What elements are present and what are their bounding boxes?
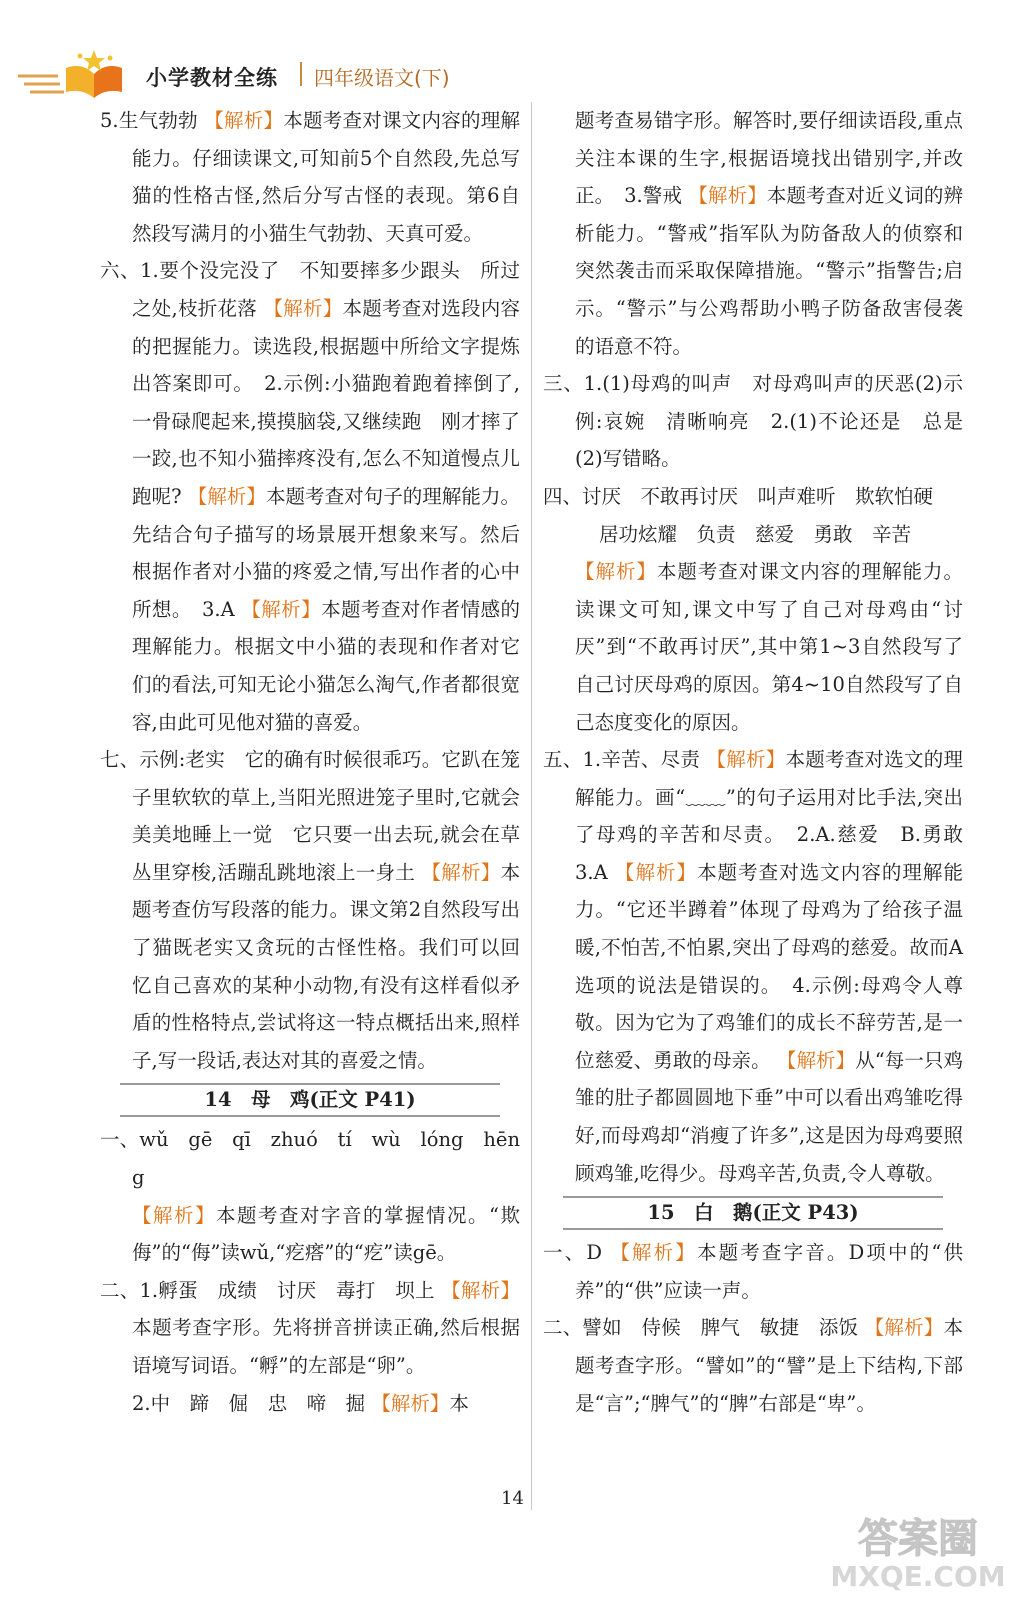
answer-paragraph: 三、1.(1)母鸡的叫声 对母鸡叫声的厌恶(2)示例:哀婉 清晰响亮 2.(1)不论还是 总是 (2)写错略。 (543, 372, 983, 471)
answer-paragraph: 居功炫耀 负责 慈爱 勇敢 辛苦 (599, 522, 912, 546)
answer-paragraph: 四、讨厌 不敢再讨厌 叫声难听 欺软怕硬 (543, 484, 934, 508)
left-column (100, 102, 520, 1422)
answer-paragraph: 【解析】本题考查对课文内容的理解能力。读课文可知,课文中写了自己对母鸡由“讨厌”到“不敢再讨厌”,其中第1~3自然段写了自己讨厌母鸡的原因。第4~10自然段写了自己态度变化的原因。 (575, 560, 963, 734)
answer-paragraph: 五、1.辛苦、尽责 【解析】本题考查对选文的理解能力。画“﹏﹏”的句子运用对比手法,突出了母鸡的辛苦和尽责。 2.A.慈爱 B.勇敢 3.A 【解析】本题考查对选文内容的理解能力。“它还半蹲着”体现了母鸡为了给孩子温暖,不怕苦,不怕累,突出了母鸡的慈爱。故而A选项的说法是错误的。 4.示例:母鸡令人尊敬。因为它为了鸡雏们的成长不辞劳苦,是一位慈爱、勇敢的母亲。 【解析】从“每一只鸡雏的肚子都圆圆地下垂”中可以看出鸡雏吃得好,而母鸡却“消瘦了许多”,这是因为母鸡要照顾鸡雏,吃得少。母鸡辛苦,负责,令人尊敬。 (543, 748, 983, 1185)
analysis-tag: 【解析】 (688, 184, 767, 208)
watermark-url: MXQE.COM (830, 1560, 1006, 1593)
answer-paragraph: 2.中 蹄 倔 忠 啼 掘 【解析】本 (132, 1391, 469, 1415)
grade-subtitle: 四年级语文(下) (314, 66, 450, 90)
analysis-tag: 【解析】 (187, 484, 266, 508)
analysis-tag: 【解析】 (371, 1391, 450, 1415)
analysis-tag: 【解析】 (263, 296, 343, 320)
answer-paragraph: 【解析】本题考查对字音的掌握情况。“欺侮”的“侮”读wǔ,“疙瘩”的“疙”读gē。 (132, 1203, 520, 1265)
right-column (543, 102, 983, 1422)
analysis-tag: 【解析】 (614, 860, 698, 884)
analysis-tag: 【解析】 (610, 1241, 697, 1265)
watermark-logo (826, 1506, 1011, 1594)
analysis-tag: 【解析】 (864, 1316, 944, 1340)
analysis-tag: 【解析】 (575, 560, 657, 584)
column-divider (531, 102, 532, 1510)
section-heading: 14 母 鸡(正文 P41) (120, 1083, 500, 1117)
analysis-tag: 【解析】 (441, 1278, 520, 1302)
analysis-tag: 【解析】 (132, 1203, 217, 1227)
analysis-tag: 【解析】 (776, 1048, 856, 1072)
answer-paragraph: 二、譬如 侍候 脾气 敏捷 添饭 【解析】本题考查字形。“譬如”的“譬”是上下结构,下部是“言”;“脾气”的“脾”右部是“卑”。 (543, 1316, 963, 1415)
watermark-title: 答案圈 (858, 1516, 978, 1562)
answer-paragraph: 二、1.孵蛋 成绩 讨厌 毒打 坝上 【解析】本题考查字形。先将拼音拼读正确,然后根据语境写词语。“孵”的左部是“卵”。 (100, 1278, 520, 1377)
analysis-tag: 【解析】 (421, 860, 501, 884)
header-separator (300, 62, 302, 86)
analysis-tag: 【解析】 (706, 748, 786, 772)
section-heading: 15 白 鹅(正文 P43) (563, 1196, 943, 1230)
book-star-icon (18, 48, 128, 100)
answer-paragraph: 一、D 【解析】本题考查字音。D项中的“供养”的“供”应读一声。 (543, 1241, 963, 1302)
analysis-tag: 【解析】 (241, 597, 322, 621)
answer-paragraph: 六、1.要个没完没了 不知要摔多少跟头 所过之处,枝折花落 【解析】本题考查对选段内容的把握能力。读选段,根据题中所给文字提炼出答案即可。 2.示例:小猫跑着跑着摔倒了,一骨碌爬起来,摸摸脑袋,又继续跑 刚才摔了一跤,也不知小猫摔疼没有,怎么不知道慢点儿跑呢? 【解析】本题考查对句子的理解能力。先结合句子描写的场景展开想象来写。然后根据作者对小猫的疼爱之情,写出作者的心中所想。 3.A 【解析】本题考查对作者情感的理解能力。根据文中小猫的表现和作者对它们的看法,可知无论小猫怎么淘气,作者都很宽容,由此可见他对猫的喜爱。 (100, 259, 520, 734)
brand-title: 小学教材全练 (146, 66, 278, 90)
analysis-tag: 【解析】 (204, 109, 284, 132)
answer-paragraph: 一、wǔ gē qī zhuó tí wù lóng hēng (100, 1128, 520, 1190)
page-header (18, 48, 488, 100)
page-number: 14 (501, 1488, 524, 1509)
answer-paragraph: 5.生气勃勃 【解析】本题考查对课文内容的理解能力。仔细读课文,可知前5个自然段,先总写猫的性格古怪,然后分写古怪的表现。第6自然段写满月的小猫生气勃勃、天真可爱。 (100, 109, 520, 245)
answer-paragraph: 题考查易错字形。解答时,要仔细读语段,重点关注本课的生字,根据语境找出错别字,并改正。 3.警戒 【解析】本题考查对近义词的辨析能力。“警戒”指军队为防备敌人的侦察和突然袭击而采取保障措施。“警示”指警告;启示。“警示”与公鸡帮助小鸭子防备敌害侵袭的语意不符。 (575, 109, 963, 358)
answer-paragraph: 七、示例:老实 它的确有时候很乖巧。它趴在笼子里软软的草上,当阳光照进笼子里时,它就会美美地睡上一觉 它只要一出去玩,就会在草丛里穿梭,活蹦乱跳地滚上一身土 【解析】本题考查仿写段落的能力。课文第2自然段写出了猫既老实又贪玩的古怪性格。我们可以回忆自己喜欢的某种小动物,有没有这样看似矛盾的性格特点,尝试将这一特点概括出来,照样子,写一段话,表达对其的喜爱之情。 (100, 748, 520, 1072)
